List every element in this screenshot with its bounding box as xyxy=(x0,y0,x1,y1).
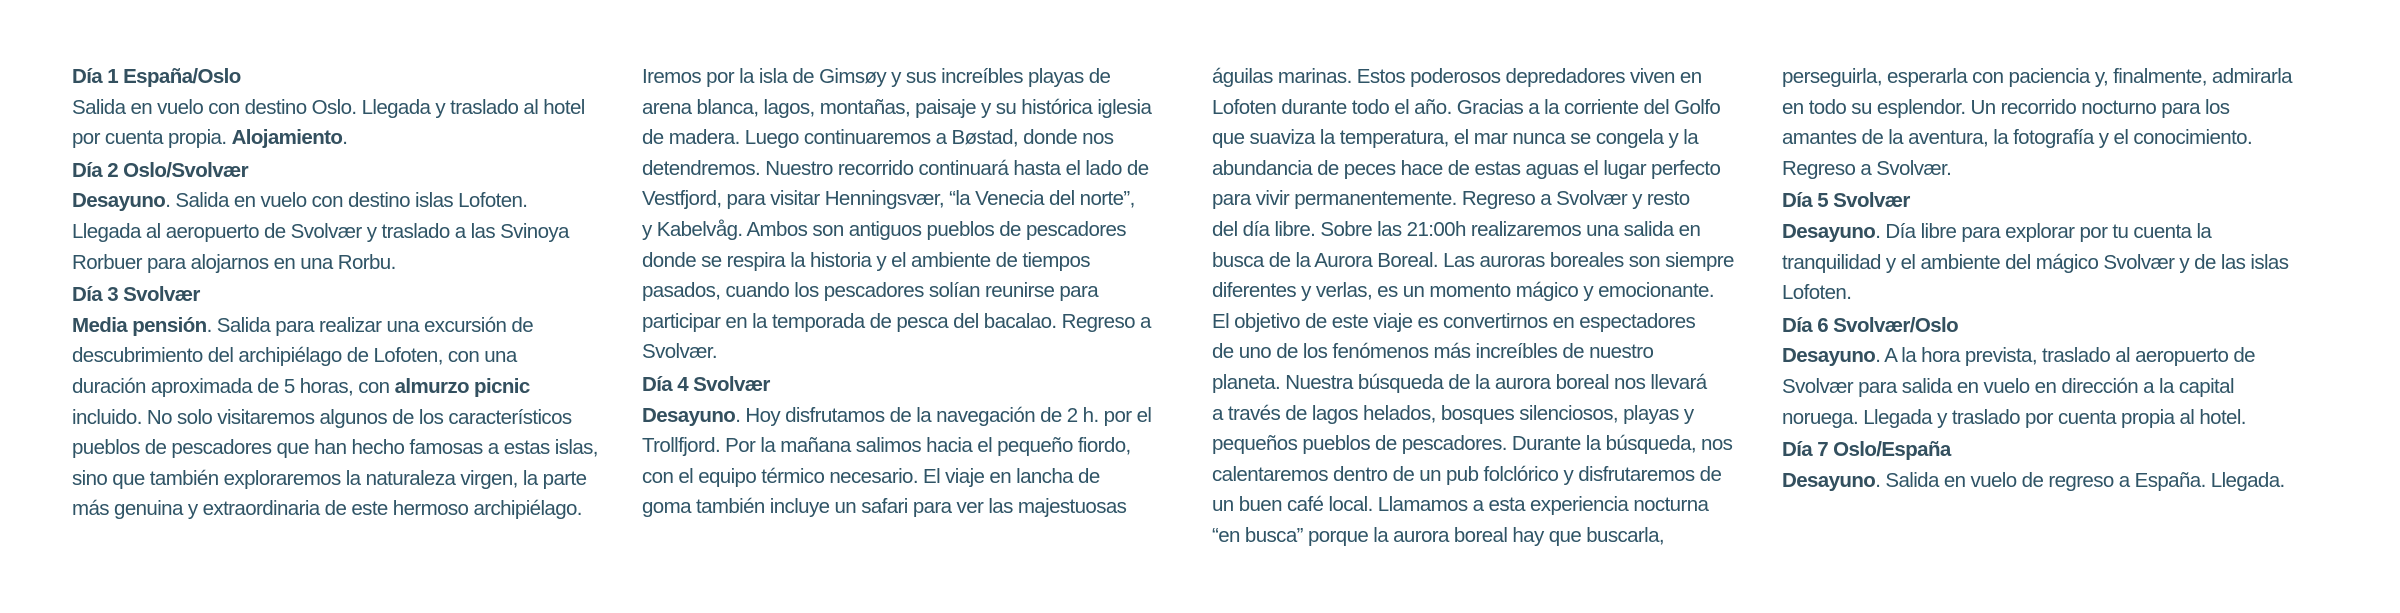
day-3-text: detendremos. Nuestro recorrido continuará hasta el lado de xyxy=(642,156,1149,180)
day-4-text: águilas marinas. Estos poderosos depredadores viven en xyxy=(1212,65,1702,88)
meal-label: Desayuno xyxy=(1782,468,1876,492)
day-4-text: con el equipo térmico necesario. El viaje en lancha de xyxy=(642,464,1100,488)
day-3-title: Día 3 Svolvær xyxy=(72,283,200,307)
day-3-text: participar en la temporada de pesca del bacalao. Regreso a xyxy=(642,309,1151,333)
day-6-text: noruega. Llegada y traslado por cuenta propia al hotel. xyxy=(1782,405,2246,429)
day-4-text: Desayuno. Hoy disfrutamos de la navegación de 2 h. por el xyxy=(642,403,1152,427)
day-5-text: Lofoten. xyxy=(1782,281,1852,305)
day-4-text: Trollfjord. Por la mañana salimos hacia el pequeño fiordo, xyxy=(642,434,1131,458)
day-3-text: donde se respira la historia y el ambiente de tiempos xyxy=(642,248,1090,272)
day-3-text: pasados, cuando los pescadores solían reunirse para xyxy=(642,279,1099,303)
day-4-text: Regreso a Svolvær. xyxy=(1782,156,1952,180)
day-2-text: Llegada al aeropuerto de Svolvær y traslado a las Svinoya xyxy=(72,219,569,243)
day-1-text: por cuenta propia. Alojamiento. xyxy=(72,126,348,150)
day-5-text: Desayuno. Día libre para explorar por tu cuenta la xyxy=(1782,219,2212,243)
day-4-text: un buen café local. Llamamos a esta experiencia nocturna xyxy=(1212,493,1709,517)
meal-label: Desayuno xyxy=(72,189,166,213)
day-6-text: Desayuno. A la hora prevista, traslado al aeropuerto de xyxy=(1782,344,2255,368)
day-4-text: goma también incluye un safari para ver las majestuosas xyxy=(642,495,1127,519)
day-3-text: Vestfjord, para visitar Henningsvær, “la Venecia del norte”, xyxy=(642,187,1135,211)
day-3-text: duración aproximada de 5 horas, con almurzo picnic xyxy=(72,374,530,398)
day-4-text: que suaviza la temperatura, el mar nunca se congela y la xyxy=(1212,126,1699,150)
day-4-text: planeta. Nuestra búsqueda de la aurora boreal nos llevará xyxy=(1212,370,1707,394)
day-3-text: incluido. No solo visitaremos algunos de los característicos xyxy=(72,405,572,429)
day-4-text: del día libre. Sobre las 21:00h realizaremos una salida en xyxy=(1212,217,1701,241)
day-4-text: a través de lagos helados, bosques silenciosos, playas y xyxy=(1212,401,1694,425)
meal-label: Desayuno xyxy=(1782,219,1876,243)
day-1-text: Salida en vuelo con destino Oslo. Llegada y traslado al hotel xyxy=(72,95,585,119)
day-1-title: Día 1 España/Oslo xyxy=(72,65,241,88)
day-3-text: arena blanca, lagos, montañas, paisaje y su histórica iglesia xyxy=(642,95,1152,119)
day-4-text: de uno de los fenómenos más increíbles de nuestro xyxy=(1212,340,1654,364)
day-4-text: “en busca” porque la aurora boreal hay que buscarla, xyxy=(1212,523,1664,547)
day-2-text: Rorbuer para alojarnos en una Rorbu. xyxy=(72,250,396,274)
day-4-text: en todo su esplendor. Un recorrido nocturno para los xyxy=(1782,95,2230,119)
day-4-text: pequeños pueblos de pescadores. Durante la búsqueda, nos xyxy=(1212,432,1733,456)
day-5-title: Día 5 Svolvær xyxy=(1782,189,1910,213)
day-6-title: Día 6 Svolvær/Oslo xyxy=(1782,313,1959,337)
day-3-text: Media pensión. Salida para realizar una excursión de xyxy=(72,313,534,337)
itinerary-column-2 xyxy=(642,62,1202,523)
day-4-text: busca de la Aurora Boreal. Las auroras boreales son siempre xyxy=(1212,248,1734,272)
day-2-title: Día 2 Oslo/Svolvær xyxy=(72,158,249,182)
day-3-text: más genuina y extraordinaria de este hermoso archipiélago. xyxy=(72,497,582,521)
meal-label: Desayuno xyxy=(1782,344,1876,368)
day-4-text: perseguirla, esperarla con paciencia y, finalmente, admirarla xyxy=(1782,65,2292,88)
day-5-text: tranquilidad y el ambiente del mágico Svolvær y de las islas xyxy=(1782,250,2289,274)
day-3-text: Svolvær. xyxy=(642,340,717,364)
day-4-text: abundancia de peces hace de estas aguas el lugar perfecto xyxy=(1212,156,1721,180)
day-4-text: amantes de la aventura, la fotografía y el conocimiento. xyxy=(1782,126,2253,150)
day-4-text: diferentes y verlas, es un momento mágico y emocionante. xyxy=(1212,279,1714,303)
picnic-label: almurzo picnic xyxy=(394,374,530,398)
meal-label: Desayuno xyxy=(642,403,736,427)
itinerary-column-4 xyxy=(1782,62,2342,496)
day-3-text: de madera. Luego continuaremos a Bøstad, donde nos xyxy=(642,126,1114,150)
day-3-text: sino que también exploraremos la naturaleza virgen, la parte xyxy=(72,466,587,490)
day-7-title: Día 7 Oslo/España xyxy=(1782,438,1951,462)
day-4-title: Día 4 Svolvær xyxy=(642,372,770,396)
day-4-text: calentaremos dentro de un pub folclórico y disfrutaremos de xyxy=(1212,462,1722,486)
day-6-text: Svolvær para salida en vuelo en dirección a la capital xyxy=(1782,374,2234,398)
day-3-text: descubrimiento del archipiélago de Lofoten, con una xyxy=(72,344,517,368)
meal-label: Media pensión xyxy=(72,313,207,337)
accommodation-label: Alojamiento xyxy=(231,126,343,150)
day-3-text: y Kabelvåg. Ambos son antiguos pueblos de pescadores xyxy=(642,217,1126,241)
day-4-text: Lofoten durante todo el año. Gracias a la corriente del Golfo xyxy=(1212,95,1721,119)
itinerary-column-1 xyxy=(72,62,632,525)
day-4-text: El objetivo de este viaje es convertirnos en espectadores xyxy=(1212,309,1696,333)
day-7-text: Desayuno. Salida en vuelo de regreso a España. Llegada. xyxy=(1782,468,2285,492)
day-4-text: para vivir permanentemente. Regreso a Svolvær y resto xyxy=(1212,187,1690,211)
day-3-text: Iremos por la isla de Gimsøy y sus increíbles playas de xyxy=(642,65,1111,88)
itinerary-column-3 xyxy=(1212,62,1772,552)
day-2-text: Desayuno. Salida en vuelo con destino islas Lofoten. xyxy=(72,189,528,213)
day-3-text: pueblos de pescadores que han hecho famosas a estas islas, xyxy=(72,436,598,460)
